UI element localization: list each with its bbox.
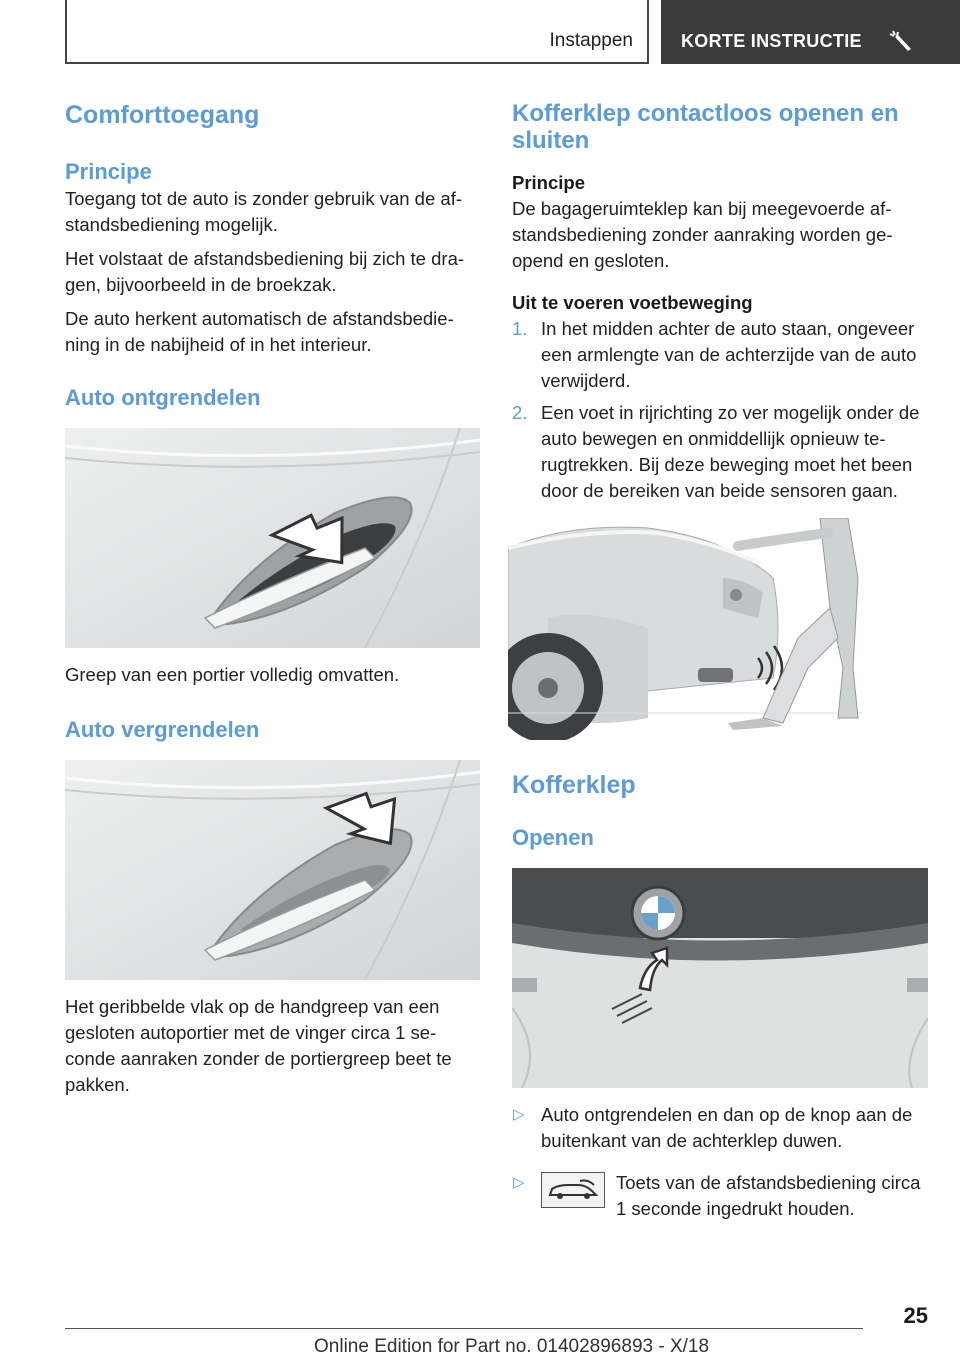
trunk-lid-title: Kofferklep xyxy=(512,771,636,799)
footer-edition: Online Edition for Part no. 01402896893 - X/18 xyxy=(314,1336,710,1357)
unlock-heading: Auto ontgrendelen xyxy=(65,385,261,410)
lock-caption: Het geribbelde vlak op de handgreep van een gesloten autoportier met de vinger circa 1 se-conde aanraken zonder de portiergreep beet te pakken. xyxy=(65,996,452,1095)
principle-heading: Principe xyxy=(65,159,152,184)
door-handle-unlock-illustration xyxy=(65,428,480,648)
step-item: 1. In het midden achter de auto staan, ongeveer een armlengte van de achterzijde van de auto verwijderd. xyxy=(512,318,917,391)
principle-paragraph-3: De auto herkent automatisch de afstandsbedie-ning in de nabijheid of in het interieur. xyxy=(65,308,454,355)
header-section-label: Instappen xyxy=(549,30,633,51)
car-rear-foot-illustration xyxy=(508,518,862,740)
principle-paragraph-1: Toegang tot de auto is zonder gebruik van de af-standsbediening mogelijk. xyxy=(65,188,462,235)
contactless-trunk-title: Kofferklep contactloos openen en sluiten xyxy=(512,100,899,154)
contactless-principle-text: De bagageruimteklep kan bij meegevoerde af-standsbediening zonder aanraking worden ge-opend en gesloten. xyxy=(512,198,893,271)
page-number: 25 xyxy=(903,1303,928,1328)
principle-paragraph-2: Het volstaat de afstandsbediening bij zich te dra-gen, bijvoorbeeld in de broekzak. xyxy=(65,248,465,295)
lock-heading: Auto vergrendelen xyxy=(65,717,260,742)
footer-divider xyxy=(65,1328,863,1329)
step-item: 2. Een voet in rijrichting zo ver mogelijk onder de auto bewegen en onmiddellijk opnieuw te-rugtrekken. Bij deze beweging moet het been door de bereiken van beide sensoren gaan. xyxy=(512,402,920,501)
header-chapter-tab xyxy=(661,0,960,64)
header-chapter-label: KORTE INSTRUCTIE xyxy=(681,31,862,51)
left-column xyxy=(65,100,480,1098)
comfort-access-title: Comforttoegang xyxy=(65,101,260,129)
wand-icon xyxy=(889,30,913,52)
trunk-button-figure xyxy=(512,868,928,1088)
door-handle-unlock-figure xyxy=(65,428,480,648)
car-rear-foot-figure xyxy=(508,518,862,740)
foot-movement-heading: Uit te voeren voetbeweging xyxy=(512,292,753,313)
open-instructions xyxy=(512,1102,928,1222)
contactless-principle-heading: Principe xyxy=(512,172,585,193)
door-handle-lock-illustration xyxy=(65,760,480,980)
bullet-item-with-key: ▷ Toets van de afstandsbediening circa 1 seconde ingedrukt houden. xyxy=(513,1172,921,1219)
open-heading: Openen xyxy=(512,825,594,850)
unlock-caption: Greep van een portier volledig omvatten. xyxy=(65,664,400,685)
header-section-tab xyxy=(65,0,649,64)
bullet-item: ▷ Auto ontgrendelen en dan op de knop aan de buitenkant van de achterklep duwen. xyxy=(513,1104,913,1151)
door-handle-lock-figure xyxy=(65,760,480,980)
right-column xyxy=(512,100,928,1222)
trunk-key-icon xyxy=(541,1172,605,1208)
foot-movement-steps xyxy=(512,316,928,504)
trunk-button-illustration xyxy=(512,868,928,1088)
